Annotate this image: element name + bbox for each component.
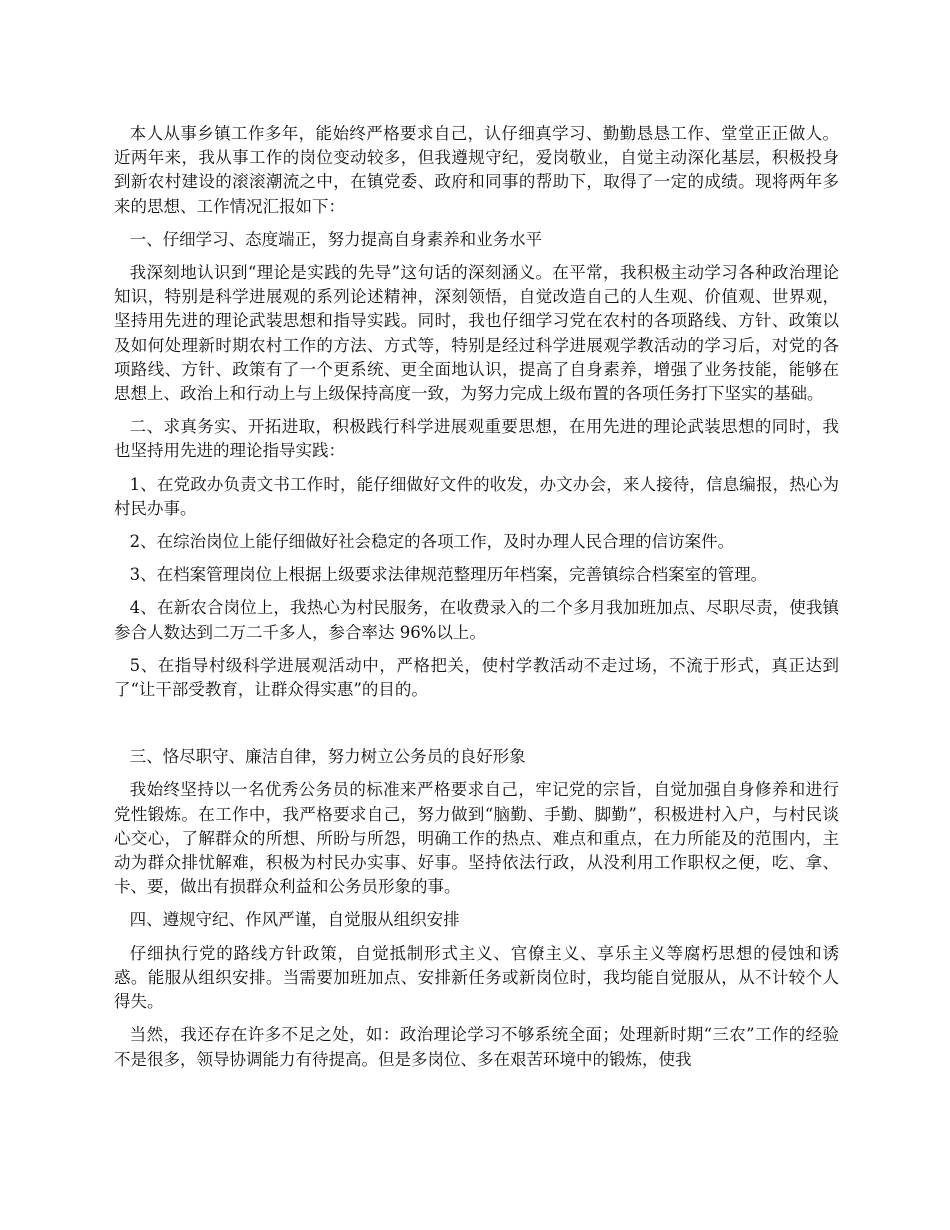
- section2-heading: 二、求真务实、开拓进取，积极践行科学进展观重要思想，在用先进的理论武装思想的同时，我也坚持用先进的理论指导实践：: [114, 417, 839, 461]
- section4-heading: 四、遵规守纪、作风严谨，自觉服从组织安排: [129, 910, 460, 930]
- blank-gap: [114, 711, 839, 745]
- section1-paragraph: 我深刻地认识到“理论是实践的先导”这句话的深刻涵义。在平常，我积极主动学习各种政治理论知识，特别是科学进展观的系列论述精神，深刻领悟，自觉改造自己的人生观、价值观、世界观，坚持用先进的理论武装思想和指导实践。同时，我也仔细学习党在农村的各项路线、方针、政策以及如何处理新时期农村工作的方法、方式等，特别是经过科学进展观学教活动的学习后，对党的各项路线、方针、政策有了一个更系统、更全面地认识，提高了自身素养，增强了业务技能，能够在思想上、政治上和行动上与上级保持高度一致，为努力完成上级布置的各项任务打下坚实的基础。: [114, 263, 839, 404]
- section3-heading: 三、恪尽职守、廉洁自律，努力树立公务员的良好形象: [129, 747, 526, 767]
- section2-item-5: 5、在指导村级科学进展观活动中，严格把关，使村学教活动不走过场，不流于形式，真正达到了“让干部受教育，让群众得实惠”的目的。: [114, 655, 839, 700]
- section2-item-3: 3、在档案管理岗位上根据上级要求法律规范整理历年档案，完善镇综合档案室的管理。: [129, 565, 768, 585]
- section2-item-2: 2、在综治岗位上能仔细做好社会稳定的各项工作，及时办理人民合理的信访案件。: [129, 532, 735, 552]
- section2-item-1: 1、在党政办负责文书工作时，能仔细做好文件的收发，办文办会，来人接待，信息编报，热心为村民办事。: [114, 474, 839, 518]
- section4-paragraph: 仔细执行党的路线方针政策，自觉抵制形式主义、官僚主义、享乐主义等腐朽思想的侵蚀和诱惑。能服从组织安排。当需要加班加点、安排新任务或新岗位时，我均能自觉服从，从不计较个人得失。: [114, 943, 839, 1012]
- section3-paragraph: 我始终坚持以一名优秀公务员的标准来严格要求自己，牢记党的宗旨，自觉加强自身修养和进行党性锻炼。在工作中，我严格要求自己，努力做到“脑勤、手勤、脚勤”，积极进村入户，与村民谈心交心，了解群众的所想、所盼与所怨，明确工作的热点、难点和重点，在力所能及的范围内，主动为群众排忧解难，积极为村民办实事、好事。坚持依法行政，从没利用工作职权之便，吃、拿、卡、要，做出有损群众利益和公务员形象的事。: [114, 780, 839, 897]
- document-page: [114, 122, 839, 1081]
- closing-paragraph: 当然，我还存在许多不足之处，如：政治理论学习不够系统全面；处理新时期“三农”工作的经验不是很多，领导协调能力有待提高。但是多岗位、多在艰苦环境中的锻炼，使我: [114, 1025, 839, 1069]
- section2-item-4: 4、在新农合岗位上，我热心为村民服务，在收费录入的二个多月我加班加点、尽职尽责，使我镇参合人数达到二万二千多人，参合率达 96%以上。: [114, 598, 839, 642]
- intro-paragraph: 本人从事乡镇工作多年，能始终严格要求自己，认仔细真学习、勤勤恳恳工作、堂堂正正做人。近两年来，我从事工作的岗位变动较多，但我遵规守纪，爱岗敬业，自觉主动深化基层，积极投身到新农村建设的滚滚潮流之中，在镇党委、政府和同事的帮助下，取得了一定的成绩。现将两年多来的思想、工作情况汇报如下：: [114, 124, 839, 216]
- section1-heading: 一、仔细学习、态度端正，努力提高自身素养和业务水平: [129, 229, 543, 249]
